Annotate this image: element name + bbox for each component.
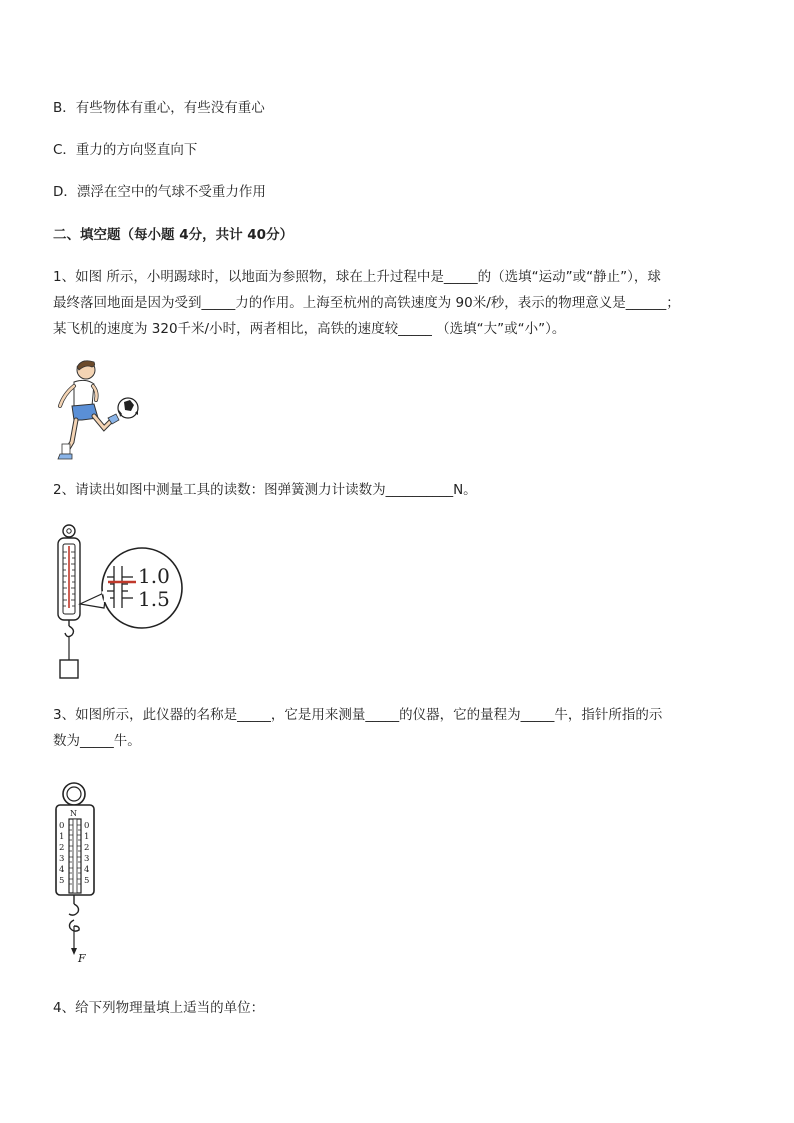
unit-label: N [70, 809, 77, 818]
scale-left-1: 1 [59, 832, 65, 842]
question-1-line-2: 最终落回地面是因为受到_____力的作用。上海至杭州的高铁速度为 90米/秒，表示的物理意义是______； [53, 295, 680, 311]
section-heading: 二、填空题（每小题 4分，共计 40分） [53, 227, 294, 243]
scale-left-0: 0 [59, 821, 65, 831]
question-3 [53, 702, 748, 754]
question-2: 2、请读出如图中测量工具的读数：图弹簧测力计读数为__________N。 [53, 482, 477, 498]
option-c: C．重力的方向竖直向下 [53, 142, 198, 158]
question-3-line-2: 数为_____牛。 [53, 733, 141, 749]
scale-label-bottom: 1.5 [138, 587, 170, 611]
scale-left-3: 3 [59, 854, 65, 864]
spring-scale-figure [50, 522, 190, 684]
option-b: B．有些物体有重心，有些没有重心 [53, 100, 265, 116]
scale-left-5: 5 [59, 876, 65, 886]
scale-left-4: 4 [59, 865, 65, 875]
question-1-line-3: 某飞机的速度为 320千米/小时，两者相比，高铁的速度较_____ （选填“大”或“小”）。 [53, 321, 566, 337]
option-d: D．漂浮在空中的气球不受重力作用 [53, 184, 266, 200]
question-3-line-1: 3、如图所示，此仪器的名称是_____，它是用来测量_____的仪器，它的量程为_____牛，指针所指的示 [53, 707, 663, 723]
scale-left-2: 2 [59, 843, 65, 853]
scale-right-1: 1 [84, 832, 90, 842]
question-1 [53, 264, 748, 342]
scale-right-2: 2 [84, 843, 90, 853]
scale-right-3: 3 [84, 854, 90, 864]
force-arrow-icon [71, 948, 77, 955]
scale-right-5: 5 [84, 876, 90, 886]
scale-right-4: 4 [84, 865, 90, 875]
weight-block [60, 660, 78, 678]
force-label: F [78, 952, 86, 965]
spring-balance-figure [50, 780, 110, 970]
scale-right-0: 0 [84, 821, 90, 831]
question-4: 4、给下列物理量填上适当的单位： [53, 1000, 265, 1016]
boy-kicking-ball-figure [52, 358, 144, 462]
scale-label-top: 1.0 [138, 564, 170, 588]
question-1-line-1: 1、如图 所示，小明踢球时，以地面为参照物，球在上升过程中是_____的（选填“运动”或“静止”），球 [53, 269, 661, 285]
